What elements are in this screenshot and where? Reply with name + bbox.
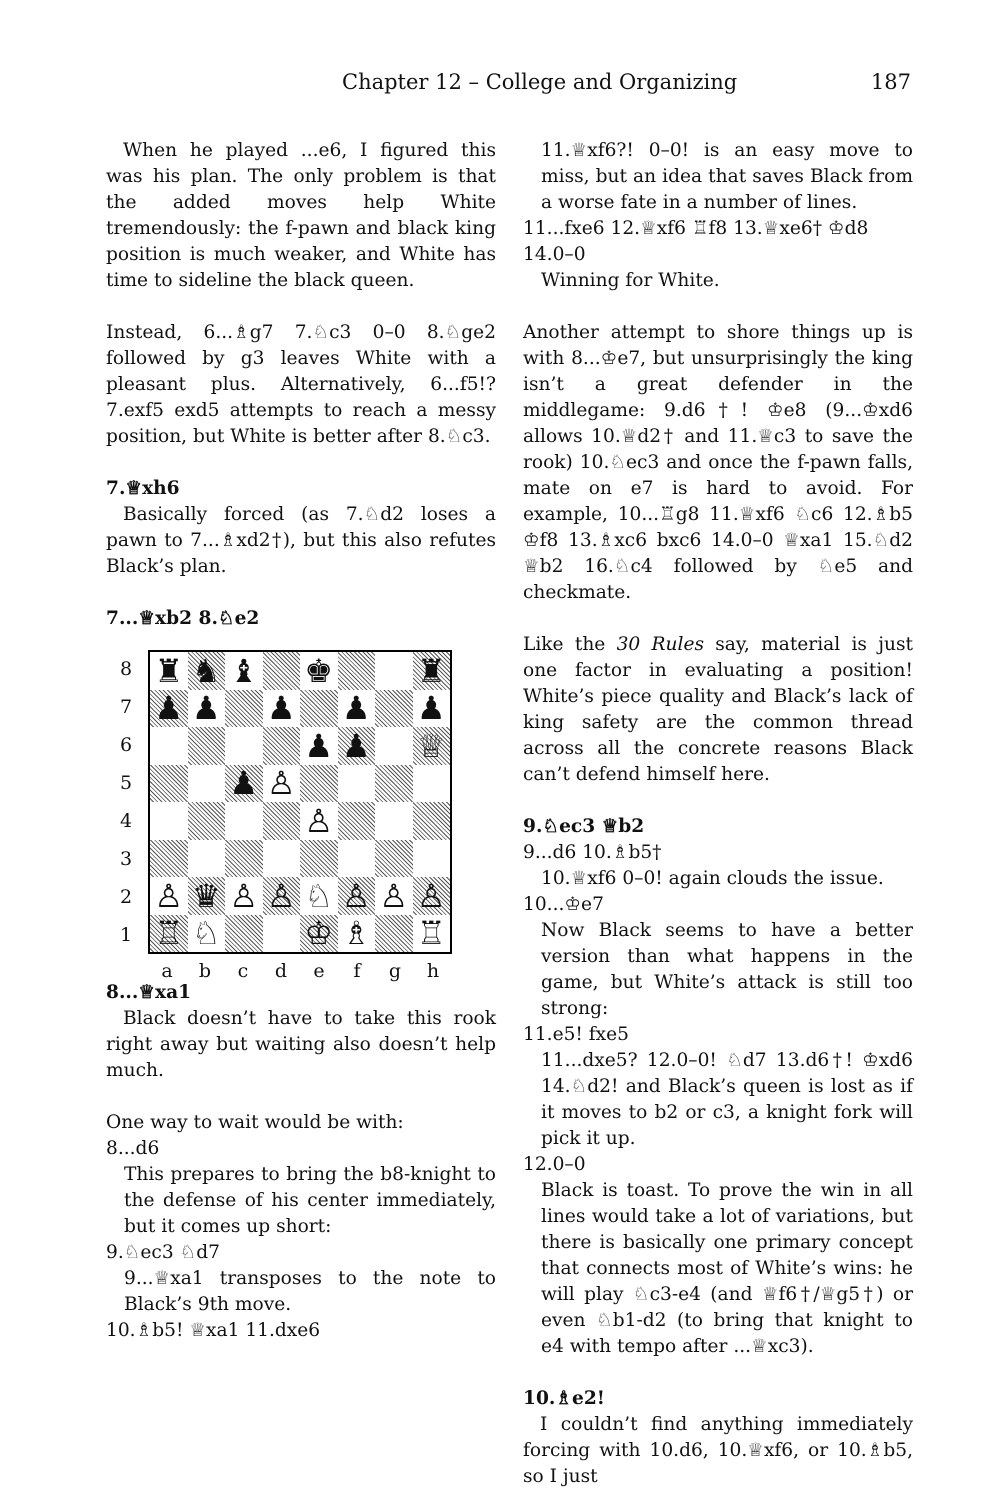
variation-note: 11...dxe5? 12.0–0! ♘d7 13.d6†! ♔xd6 14.♘d2! and Black’s queen is lost as if it moves to b2 or c3, a knight fork will pick it up. <box>541 1050 913 1149</box>
chess-board <box>148 650 452 954</box>
square-b1 <box>188 915 226 953</box>
square-a3 <box>150 840 188 878</box>
square-g3 <box>375 840 413 878</box>
square-g8 <box>375 652 413 690</box>
square-f1 <box>338 915 376 953</box>
chess-piece: ♔ <box>304 914 334 953</box>
chess-piece: ♖ <box>416 914 446 953</box>
rank-label: 1 <box>120 924 133 946</box>
square-g7 <box>375 690 413 728</box>
square-c6 <box>225 727 263 765</box>
file-label: h <box>426 960 440 982</box>
square-a4 <box>150 802 188 840</box>
move-heading: 9.♘ec3 ♕b2 <box>523 816 645 837</box>
file-label: f <box>353 960 361 982</box>
file-labels <box>148 958 452 982</box>
square-a5 <box>150 765 188 803</box>
square-b3 <box>188 840 226 878</box>
square-f6 <box>338 727 376 765</box>
square-h5 <box>413 765 451 803</box>
chess-piece: ♙ <box>154 876 184 915</box>
square-c8 <box>225 652 263 690</box>
square-d3 <box>263 840 301 878</box>
chess-piece: ♟ <box>154 689 184 728</box>
rank-label: 8 <box>120 658 133 680</box>
file-label: g <box>388 960 402 982</box>
book-title: 30 Rules <box>616 634 704 655</box>
square-e5 <box>300 765 338 803</box>
square-b2 <box>188 877 226 915</box>
variation-note: This prepares to bring the b8-knight to the defense of his center immediately, but it comes up short: <box>124 1164 496 1237</box>
chess-piece: ♕ <box>416 726 446 765</box>
rank-label: 7 <box>120 696 133 718</box>
left-column <box>106 138 496 1344</box>
square-d8 <box>263 652 301 690</box>
square-h8 <box>413 652 451 690</box>
chess-piece: ♖ <box>154 914 184 953</box>
file-label: b <box>198 960 212 982</box>
paragraph: Like the 30 Rules say, material is just one factor in evaluating a position! White’s piece quality and Black’s lack of king safety are the common thread across all the concrete reasons Black can’t defend himself here. <box>523 634 913 785</box>
chess-piece: ♟ <box>416 689 446 728</box>
variation-line: 9.♘ec3 ♘d7 <box>106 1242 220 1263</box>
chess-piece: ♗ <box>341 914 371 953</box>
square-h6 <box>413 727 451 765</box>
square-a6 <box>150 727 188 765</box>
square-b7 <box>188 690 226 728</box>
square-b5 <box>188 765 226 803</box>
square-h4 <box>413 802 451 840</box>
square-b6 <box>188 727 226 765</box>
chess-piece: ♟ <box>229 764 259 803</box>
chess-piece: ♟ <box>341 689 371 728</box>
square-e1 <box>300 915 338 953</box>
square-a1 <box>150 915 188 953</box>
rank-label: 6 <box>120 734 133 756</box>
move-heading: 7.♕xh6 <box>106 478 180 499</box>
square-d6 <box>263 727 301 765</box>
rank-label: 5 <box>120 772 133 794</box>
paragraph: One way to wait would be with: <box>106 1112 404 1133</box>
variation-line: 11.e5! fxe5 <box>523 1024 629 1045</box>
square-e2 <box>300 877 338 915</box>
variation-line: 10...♔e7 <box>523 894 604 915</box>
chess-piece: ♟ <box>266 689 296 728</box>
square-d4 <box>263 802 301 840</box>
move-heading: 7...♕xb2 8.♘e2 <box>106 608 260 629</box>
square-e7 <box>300 690 338 728</box>
chess-piece: ♝ <box>229 651 259 690</box>
square-h7 <box>413 690 451 728</box>
square-c3 <box>225 840 263 878</box>
chess-piece: ♙ <box>266 764 296 803</box>
variation-note: Winning for White. <box>541 270 720 291</box>
variation-line: 10.♗b5! ♕xa1 11.dxe6 <box>106 1320 321 1341</box>
square-d5 <box>263 765 301 803</box>
chess-piece: ♙ <box>266 876 296 915</box>
variation-note: 11.♕xf6?! 0–0! is an easy move to miss, but an idea that saves Black from a worse fate in a number of lines. <box>541 140 913 213</box>
file-label: a <box>161 960 173 982</box>
square-d7 <box>263 690 301 728</box>
page-header <box>0 70 1000 100</box>
square-g4 <box>375 802 413 840</box>
chess-piece: ♟ <box>341 726 371 765</box>
chess-piece: ♜ <box>154 651 184 690</box>
chess-piece: ♚ <box>304 651 334 690</box>
square-g2 <box>375 877 413 915</box>
rank-labels <box>120 650 140 954</box>
square-f3 <box>338 840 376 878</box>
variation-note: Now Black seems to have a better version than what happens in the game, but White’s attack is still too strong: <box>541 920 913 1019</box>
rank-label: 2 <box>120 886 133 908</box>
chapter-title: Chapter 12 – College and Organizing <box>342 70 738 94</box>
square-c1 <box>225 915 263 953</box>
square-f2 <box>338 877 376 915</box>
variation-note: 10.♕xf6 0–0! again clouds the issue. <box>541 868 884 889</box>
paragraph: I couldn’t find anything immediately forcing with 10.d6, 10.♕xf6, or 10.♗b5, so I just <box>523 1414 913 1487</box>
chess-piece: ♘ <box>191 914 221 953</box>
chess-piece: ♙ <box>379 876 409 915</box>
chess-piece: ♙ <box>304 801 334 840</box>
variation-note: 9...♕xa1 transposes to the note to Black’s 9th move. <box>124 1268 496 1315</box>
variation-line: 11...fxe6 12.♕xf6 ♖f8 13.♕xe6† ♔d8 14.0–0 <box>523 218 869 265</box>
paragraph: Basically forced (as 7.♘d2 loses a pawn to 7...♗xd2†), but this also refutes Black’s plan. <box>106 504 496 577</box>
square-f5 <box>338 765 376 803</box>
page-number: 187 <box>870 70 911 94</box>
file-label: e <box>313 960 325 982</box>
variation-line: 9...d6 10.♗b5† <box>523 842 662 863</box>
square-e8 <box>300 652 338 690</box>
square-e3 <box>300 840 338 878</box>
square-g1 <box>375 915 413 953</box>
square-h2 <box>413 877 451 915</box>
square-c4 <box>225 802 263 840</box>
square-e6 <box>300 727 338 765</box>
chess-piece: ♟ <box>304 726 334 765</box>
move-heading: 10.♗e2! <box>523 1388 605 1409</box>
chess-piece: ♞ <box>191 651 221 690</box>
chess-piece: ♜ <box>416 651 446 690</box>
square-g6 <box>375 727 413 765</box>
square-c5 <box>225 765 263 803</box>
chess-diagram <box>106 640 496 980</box>
right-column <box>523 138 913 1490</box>
chess-piece: ♛ <box>191 876 221 915</box>
chess-piece: ♟ <box>191 689 221 728</box>
paragraph: Instead, 6...♗g7 7.♘c3 0–0 8.♘ge2 followed by g3 leaves White with a pleasant plus. Alternatively, 6...f5!? 7.exf5 exd5 attempts to reach a messy position, but White is better after 8.♘c3. <box>106 322 496 447</box>
square-c2 <box>225 877 263 915</box>
chess-piece: ♙ <box>229 876 259 915</box>
square-d1 <box>263 915 301 953</box>
square-f7 <box>338 690 376 728</box>
rank-label: 4 <box>120 810 133 832</box>
paragraph: Black doesn’t have to take this rook right away but waiting also doesn’t help much. <box>106 1008 496 1081</box>
file-label: c <box>237 960 249 982</box>
square-h3 <box>413 840 451 878</box>
variation-note: Black is toast. To prove the win in all lines would take a lot of variations, but there is basically one primary concept that connects most of White’s wins: he will play ♘c3-e4 (and ♕f6†/♕g5†) or even ♘b1-d2 (to bring that knight to e4 with tempo after ...♕xc3). <box>541 1180 913 1357</box>
square-g5 <box>375 765 413 803</box>
square-d2 <box>263 877 301 915</box>
chess-piece: ♙ <box>341 876 371 915</box>
paragraph: Another attempt to shore things up is with 8...♔e7, but unsurprisingly the king isn’t a great defender in the middlegame: 9.d6†! ♔e8 (9...♔xd6 allows 10.♕d2† and 11.♕c3 to save the rook) 10.♘ec3 and once the f-pawn falls, mate on e7 is hard to avoid. For example, 10...♖g8 11.♕xf6 ♘c6 12.♗b5 ♔f8 13.♗xc6 bxc6 14.0–0 ♕xa1 15.♘d2 ♕b2 16.♘c4 followed by ♘e5 and checkmate. <box>523 322 913 603</box>
variation-line: 12.0–0 <box>523 1154 586 1175</box>
square-e4 <box>300 802 338 840</box>
square-a2 <box>150 877 188 915</box>
chess-piece: ♙ <box>416 876 446 915</box>
square-f4 <box>338 802 376 840</box>
file-label: d <box>274 960 288 982</box>
square-c7 <box>225 690 263 728</box>
square-b8 <box>188 652 226 690</box>
square-f8 <box>338 652 376 690</box>
rank-label: 3 <box>120 848 133 870</box>
square-a8 <box>150 652 188 690</box>
square-h1 <box>413 915 451 953</box>
move-heading: 8...♕xa1 <box>106 982 192 1003</box>
variation-line: 8...d6 <box>106 1138 160 1159</box>
chess-piece: ♘ <box>304 876 334 915</box>
square-a7 <box>150 690 188 728</box>
paragraph: When he played ...e6, I figured this was his plan. The only problem is that the added moves help White tremendously: the f-pawn and black king position is much weaker, and White has time to sideline the black queen. <box>106 140 496 291</box>
square-b4 <box>188 802 226 840</box>
